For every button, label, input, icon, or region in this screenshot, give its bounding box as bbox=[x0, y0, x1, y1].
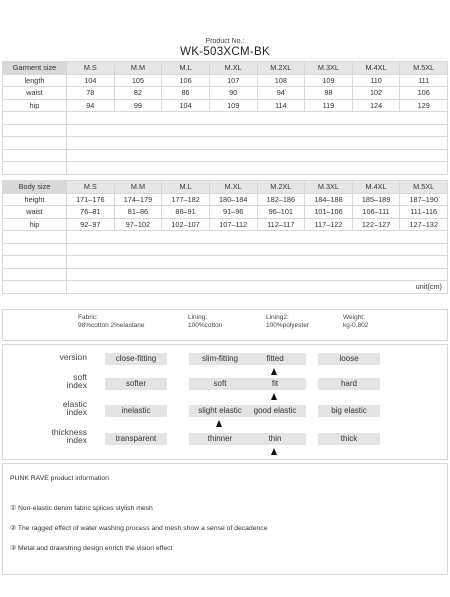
empty-cell bbox=[67, 256, 448, 269]
empty-cell bbox=[67, 149, 448, 162]
fabric-info bbox=[78, 314, 145, 329]
table-cell: 106 bbox=[162, 74, 210, 87]
property-label-line: index bbox=[66, 435, 87, 445]
property-option: thin bbox=[244, 433, 306, 445]
empty-cell bbox=[3, 149, 67, 162]
size-header-cell: M.XL bbox=[209, 62, 257, 75]
property-option: transparent bbox=[105, 433, 167, 445]
property-label-line: index bbox=[66, 380, 87, 390]
product-title bbox=[0, 38, 450, 59]
table-row bbox=[3, 206, 448, 219]
selected-marker-icon bbox=[271, 368, 277, 375]
table-cell: 119 bbox=[305, 99, 353, 112]
table-cell: 82 bbox=[114, 87, 162, 100]
table-cell: 109 bbox=[209, 99, 257, 112]
table-cell: 171–176 bbox=[67, 193, 115, 206]
empty-row bbox=[3, 256, 448, 269]
weight-label: Weight: bbox=[343, 314, 365, 321]
size-header-cell: M.S bbox=[67, 181, 115, 194]
table-cell: 110 bbox=[352, 74, 400, 87]
empty-cell bbox=[3, 256, 67, 269]
unit-row bbox=[3, 281, 448, 294]
table-row bbox=[3, 218, 448, 231]
selected-marker-icon bbox=[216, 420, 222, 427]
table-cell: 90 bbox=[209, 87, 257, 100]
empty-cell bbox=[3, 243, 67, 256]
table-header-row bbox=[3, 181, 448, 194]
table-cell: 185–189 bbox=[352, 193, 400, 206]
property-option: thick bbox=[318, 433, 380, 445]
empty-row bbox=[3, 243, 448, 256]
table-cell: 99 bbox=[114, 99, 162, 112]
property-option: close-fitting bbox=[105, 353, 167, 365]
empty-cell bbox=[3, 281, 67, 294]
property-option: inelastic bbox=[105, 405, 167, 417]
property-label-line: elastic bbox=[62, 399, 87, 409]
table-cell: 180–184 bbox=[209, 193, 257, 206]
empty-cell bbox=[67, 243, 448, 256]
table-cell: 106 bbox=[400, 87, 448, 100]
table-header-label: Garment size bbox=[3, 62, 67, 75]
empty-cell bbox=[3, 162, 67, 175]
property-label-line: index bbox=[66, 407, 87, 417]
lining2-label: Lining2: bbox=[266, 314, 289, 321]
property-option: slight elastic bbox=[189, 405, 251, 417]
size-header-cell: M.M bbox=[114, 62, 162, 75]
table-cell: 96–101 bbox=[257, 206, 305, 219]
table-cell: 122–127 bbox=[352, 218, 400, 231]
table-cell: 182–186 bbox=[257, 193, 305, 206]
table-cell: 108 bbox=[257, 74, 305, 87]
property-option: soft bbox=[189, 378, 251, 390]
weight-info bbox=[343, 314, 368, 329]
table-cell: 91–96 bbox=[209, 206, 257, 219]
table-cell: 174–179 bbox=[114, 193, 162, 206]
property-option: thinner bbox=[189, 433, 251, 445]
table-cell: 184–188 bbox=[305, 193, 353, 206]
property-option: good elastic bbox=[244, 405, 306, 417]
lining-label: Lining: bbox=[188, 314, 208, 321]
empty-row bbox=[3, 124, 448, 137]
selected-marker-icon bbox=[271, 393, 277, 400]
weight-value: kg-0.802 bbox=[343, 321, 369, 329]
fabric-info-box bbox=[2, 309, 448, 341]
empty-cell bbox=[3, 268, 67, 281]
property-option: loose bbox=[318, 353, 380, 365]
empty-cell bbox=[3, 137, 67, 150]
property-label bbox=[3, 428, 87, 444]
size-header-cell: M.L bbox=[162, 181, 210, 194]
property-label bbox=[3, 400, 87, 416]
table-header-label: Body size bbox=[3, 181, 67, 194]
table-cell: 76–81 bbox=[67, 206, 115, 219]
table-cell: 104 bbox=[162, 99, 210, 112]
row-label-cell: height bbox=[3, 193, 67, 206]
empty-row bbox=[3, 162, 448, 175]
table-cell: 187–190 bbox=[400, 193, 448, 206]
table-cell: 114 bbox=[257, 99, 305, 112]
product-info-box bbox=[2, 463, 448, 575]
product-code: WK-503XCM-BK bbox=[180, 46, 270, 58]
property-label-line: soft bbox=[73, 372, 87, 382]
property-label-line: version bbox=[59, 352, 87, 362]
empty-row bbox=[3, 137, 448, 150]
lining-info bbox=[188, 314, 222, 329]
product-info-item: ③ Metal and drawstring design enrich the vision effect bbox=[10, 545, 173, 552]
row-label-cell: hip bbox=[3, 99, 67, 112]
property-option: hard bbox=[318, 378, 380, 390]
table-cell: 101–106 bbox=[305, 206, 353, 219]
property-option: fitted bbox=[244, 353, 306, 365]
property-option: softer bbox=[105, 378, 167, 390]
table-row bbox=[3, 87, 448, 100]
row-label-cell: waist bbox=[3, 206, 67, 219]
size-header-cell: M.S bbox=[67, 62, 115, 75]
table-cell: 107 bbox=[209, 74, 257, 87]
table-cell: 81–86 bbox=[114, 206, 162, 219]
row-label-cell: length bbox=[3, 74, 67, 87]
size-header-cell: M.4XL bbox=[352, 181, 400, 194]
body-size-table bbox=[2, 180, 448, 294]
empty-cell bbox=[67, 124, 448, 137]
empty-row bbox=[3, 231, 448, 244]
empty-cell bbox=[67, 162, 448, 175]
table-cell: 177–182 bbox=[162, 193, 210, 206]
table-cell: 117–122 bbox=[305, 218, 353, 231]
garment-size-table bbox=[2, 61, 448, 175]
property-option: fit bbox=[244, 378, 306, 390]
size-header-cell: M.M bbox=[114, 181, 162, 194]
table-cell: 107–112 bbox=[209, 218, 257, 231]
size-header-cell: M.XL bbox=[209, 181, 257, 194]
table-cell: 97–102 bbox=[114, 218, 162, 231]
empty-row bbox=[3, 149, 448, 162]
product-info-title: PUNK RAVE product information bbox=[10, 475, 109, 482]
empty-cell bbox=[3, 231, 67, 244]
empty-row bbox=[3, 268, 448, 281]
property-option: slim-fitting bbox=[189, 353, 251, 365]
table-cell: 102–107 bbox=[162, 218, 210, 231]
table-cell: 111–116 bbox=[400, 206, 448, 219]
table-row bbox=[3, 193, 448, 206]
table-row bbox=[3, 99, 448, 112]
size-header-cell: M.2XL bbox=[257, 181, 305, 194]
size-header-cell: M.5XL bbox=[400, 181, 448, 194]
table-cell: 105 bbox=[114, 74, 162, 87]
property-label-line: thickness bbox=[51, 427, 87, 437]
product-info-item: ② The ragged effect of water washing process and mesh show a sense of decadence bbox=[10, 525, 268, 532]
table-cell: 94 bbox=[67, 99, 115, 112]
row-label-cell: hip bbox=[3, 218, 67, 231]
fabric-properties-panel bbox=[2, 344, 448, 460]
table-header-row bbox=[3, 62, 448, 75]
table-cell: 127–132 bbox=[400, 218, 448, 231]
fabric-value: 98%cotton 2%elastane bbox=[78, 321, 145, 329]
table-cell: 94 bbox=[257, 87, 305, 100]
lining-value: 100%cotton bbox=[188, 321, 223, 329]
table-cell: 124 bbox=[352, 99, 400, 112]
table-row bbox=[3, 74, 448, 87]
table-cell: 104 bbox=[67, 74, 115, 87]
table-cell: 109 bbox=[305, 74, 353, 87]
selected-marker-icon bbox=[271, 448, 277, 455]
unit-label: unit(cm) bbox=[67, 281, 448, 294]
size-header-cell: M.4XL bbox=[352, 62, 400, 75]
lining2-value: 100%polyester bbox=[266, 321, 309, 329]
table-cell: 86–91 bbox=[162, 206, 210, 219]
product-info-item: ① Non-elastic denim fabric splices stylish mesh bbox=[10, 505, 153, 512]
table-cell: 92–97 bbox=[67, 218, 115, 231]
property-label bbox=[3, 353, 87, 361]
table-cell: 98 bbox=[305, 87, 353, 100]
table-cell: 112–117 bbox=[257, 218, 305, 231]
property-option: big elastic bbox=[318, 405, 380, 417]
size-header-cell: M.5XL bbox=[400, 62, 448, 75]
row-label-cell: waist bbox=[3, 87, 67, 100]
empty-cell bbox=[3, 112, 67, 125]
size-header-cell: M.3XL bbox=[305, 181, 353, 194]
empty-cell bbox=[67, 231, 448, 244]
empty-cell bbox=[67, 112, 448, 125]
empty-cell bbox=[3, 124, 67, 137]
size-header-cell: M.2XL bbox=[257, 62, 305, 75]
empty-row bbox=[3, 112, 448, 125]
table-cell: 111 bbox=[400, 74, 448, 87]
table-cell: 106–111 bbox=[352, 206, 400, 219]
product-number-label: Product No.: bbox=[205, 38, 245, 45]
table-cell: 86 bbox=[162, 87, 210, 100]
lining2-info bbox=[266, 314, 309, 329]
fabric-label: Fabric: bbox=[78, 314, 98, 321]
table-cell: 129 bbox=[400, 99, 448, 112]
empty-cell bbox=[67, 268, 448, 281]
table-cell: 102 bbox=[352, 87, 400, 100]
property-label bbox=[3, 373, 87, 389]
size-header-cell: M.3XL bbox=[305, 62, 353, 75]
size-header-cell: M.L bbox=[162, 62, 210, 75]
table-cell: 78 bbox=[67, 87, 115, 100]
empty-cell bbox=[67, 137, 448, 150]
